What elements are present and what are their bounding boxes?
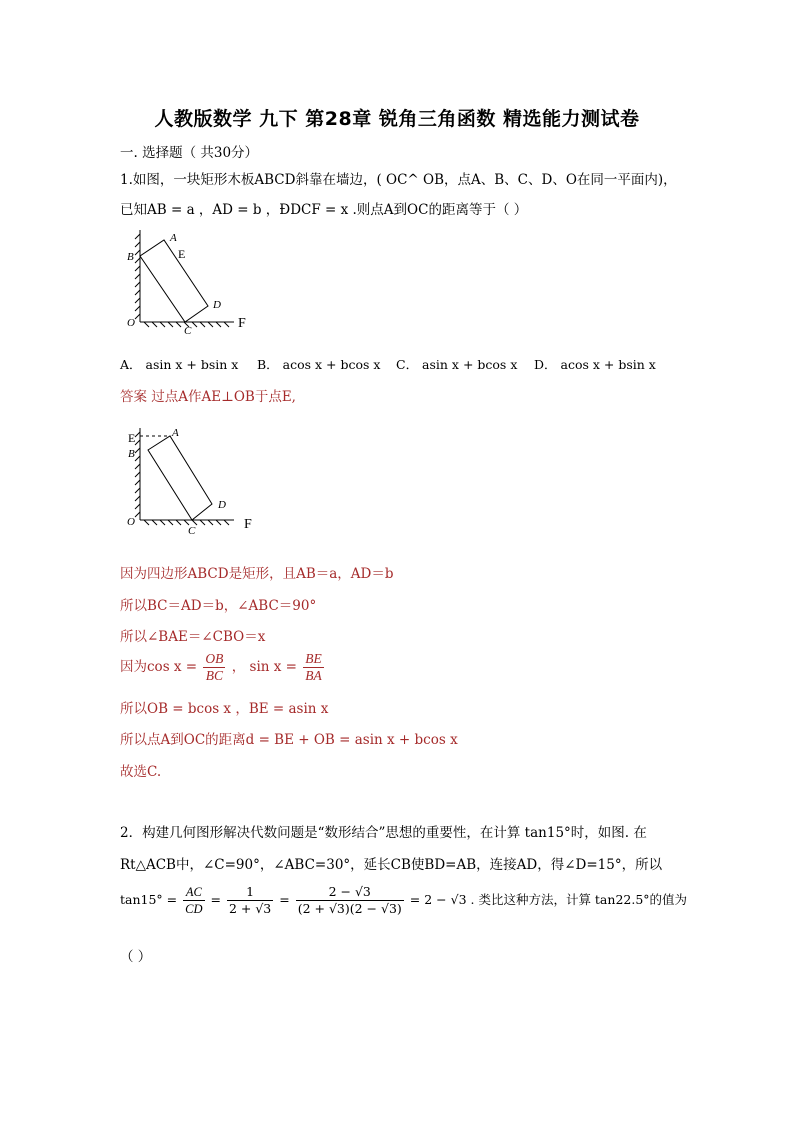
answer-line-7: 故选C. xyxy=(120,764,162,780)
fig1-label-c: C xyxy=(184,325,192,337)
fig1-label-d: D xyxy=(213,299,221,311)
fraction-denominator: (2 + √3)(2 − √3) xyxy=(297,901,402,916)
answer-line-4-prefix: 因为cos x = xyxy=(120,659,198,675)
q1-figure xyxy=(118,226,268,338)
answer-line-1: 因为四边形ABCD是矩形，且AB＝a，AD＝b xyxy=(120,566,394,582)
fraction-ac-cd xyxy=(183,884,204,917)
answer-line-5: 所以OB = bcos x ，BE = asin x xyxy=(120,701,329,717)
fraction-numerator: AC xyxy=(183,884,204,901)
fig2-label-o: O xyxy=(127,516,135,528)
fig1-label-f: F xyxy=(238,316,246,331)
fig2-label-c: C xyxy=(188,525,196,537)
q2-equation: tan15° = $\frac{AC}{CD}$ = $\frac{1}{2 + √3}$ = $\frac{2 - √3}{(2 + √3)(2 - √3)}$ = 2 − √3 . 类比这种方法，计算 tan22.5°的值为 xyxy=(120,884,688,916)
option-c: C． asin x + bcos x xyxy=(396,357,518,372)
fig2-label-f: F xyxy=(244,517,252,532)
section-heading: 一. 选择题（ 共30分） xyxy=(120,145,259,161)
fig1-label-a: A xyxy=(170,232,177,244)
fraction-be-ba xyxy=(303,651,324,684)
q2-answer-blank: （ ） xyxy=(120,949,152,965)
fraction-numerator: OB xyxy=(205,651,224,666)
fig1-label-o: O xyxy=(127,317,135,329)
fig1-label-b: B xyxy=(127,251,134,263)
fraction-numerator: BE xyxy=(305,651,322,666)
answer-figure xyxy=(118,424,268,539)
q1-line1: 1.如图，一块矩形木板ABCD斜靠在墙边，( OC^ OB，点A、B、C、D、O在同一平面内)， xyxy=(120,172,677,188)
answer-line-2: 所以BC＝AD＝b，∠ABC＝90° xyxy=(120,598,317,614)
q2-equation-suffix: = 2 − √3 . 类比这种方法，计算 tan22.5°的值为 xyxy=(409,892,688,907)
fig2-label-b: B xyxy=(128,448,135,460)
answer-line-3: 所以∠BAE＝∠CBO＝x xyxy=(120,629,266,645)
q1-line2: 已知AB = a ，AD = b ，ÐDCF = x .则点A到OC的距离等于（ ） xyxy=(120,202,528,218)
fig2-label-d: D xyxy=(218,499,226,511)
option-a: A． asin x + bsin x xyxy=(120,357,239,372)
fraction-numerator: 1 xyxy=(227,884,273,901)
fraction-denominator: 2 + √3 xyxy=(228,901,272,916)
fig2-label-a: A xyxy=(172,427,179,439)
answer-intro: 答案 过点A作AE⊥OB于点E, xyxy=(120,389,296,405)
fraction-denominator: CD xyxy=(185,902,203,916)
answer-line-4 xyxy=(120,651,326,684)
q2-line1: 2．构建几何图形解决代数问题是“数形结合”思想的重要性，在计算 tan15°时，如图. 在 xyxy=(120,825,647,841)
q2-line2: Rt△ACB中，∠C=90°，∠ABC=30°，延长CB使BD=AB，连接AD，得∠D=15°，所以 xyxy=(120,857,663,873)
option-b: B． acos x + bcos x xyxy=(257,357,381,372)
answer-line-4-middle: ， sin x = xyxy=(231,659,297,675)
fraction-denominator: BA xyxy=(305,668,322,683)
fig2-label-e: E xyxy=(128,431,136,445)
fraction-rationalized xyxy=(296,884,404,917)
fraction-denominator: BC xyxy=(205,668,224,683)
answer-line-6: 所以点A到OC的距离d = BE + OB = asin x + bcos x xyxy=(120,732,458,748)
fraction-numerator: 2 − √3 xyxy=(296,884,404,901)
q2-equation-prefix: tan15° = xyxy=(120,892,178,907)
option-d: D． acos x + bsin x xyxy=(534,357,656,372)
page-title: 人教版数学 九下 第28章 锐角三角函数 精选能力测试卷 xyxy=(154,108,640,130)
fraction-ob-bc xyxy=(203,651,225,684)
fraction-one-over xyxy=(227,884,273,917)
fig1-label-e: E xyxy=(178,247,186,261)
